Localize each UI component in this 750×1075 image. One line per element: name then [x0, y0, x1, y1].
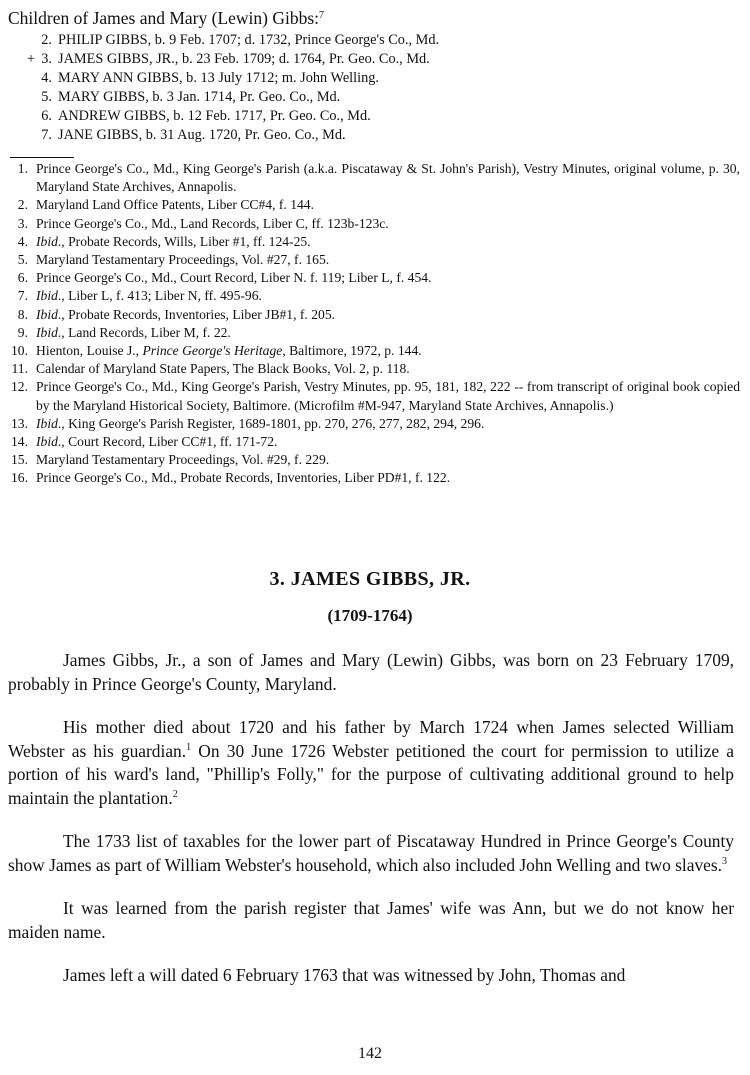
- footnote: [0, 196, 740, 214]
- footnote-number: 2.: [17, 197, 28, 213]
- child-text: JANE GIBBS, b. 31 Aug. 1720, Pr. Geo. Co., Md.: [58, 127, 346, 143]
- children-list: [0, 31, 740, 145]
- child-entry: [0, 69, 740, 88]
- paragraph-text: The 1733 list of taxables for the lower part of Piscataway Hundred in Prince George's County show James as part of William Webster's household, which also included John Welling and two slaves.: [8, 831, 734, 875]
- footnote-text: ., Court Record, Liber CC#1, ff. 171-72.: [57, 434, 278, 450]
- child-entry: [0, 88, 740, 107]
- footnote-rule: [10, 157, 74, 158]
- footnote-text: Prince George's Co., Md., Court Record, Liber N. f. 119; Liber L, f. 454.: [36, 270, 432, 286]
- footnote-text: Prince George's Co., Md., Land Records, Liber C, ff. 123b-123c.: [36, 215, 389, 231]
- child-number: 2.: [41, 32, 52, 48]
- body-paragraph: [8, 964, 734, 988]
- footnote-text: ., Probate Records, Inventories, Liber JB#1, f. 205.: [57, 306, 336, 322]
- footnote-italic: Prince George's Heritage: [142, 343, 283, 359]
- body-paragraph: [8, 897, 734, 944]
- footnote-italic: Ibid: [36, 233, 58, 249]
- child-text: PHILIP GIBBS, b. 9 Feb. 1707; d. 1732, Prince George's Co., Md.: [58, 32, 440, 48]
- footnote-ref: 7: [319, 10, 325, 21]
- footnote-number: 11.: [11, 361, 28, 377]
- child-number: 4.: [41, 70, 52, 86]
- paragraph-text: James Gibbs, Jr., a son of James and Mary (Lewin) Gibbs, was born on 23 February 1709, probably in Prince George's County, Maryland.: [8, 650, 734, 694]
- footnote-text: ., Land Records, Liber M, f. 22.: [57, 324, 231, 340]
- footnote-ref: 2: [172, 788, 178, 800]
- footnote: [0, 215, 740, 233]
- footnote: [0, 415, 740, 433]
- chapter-title: 3. JAMES GIBBS, JR.: [269, 568, 471, 590]
- footnote-number: 12.: [11, 379, 28, 395]
- footnote: [0, 378, 740, 414]
- footnote-text: Maryland Land Office Patents, Liber CC#4, f. 144.: [36, 197, 314, 213]
- footnote-text: ., Liber L, f. 413; Liber N, ff. 495-96.: [57, 288, 262, 304]
- child-text: MARY GIBBS, b. 3 Jan. 1714, Pr. Geo. Co., Md.: [58, 89, 341, 105]
- body-paragraph: [8, 830, 734, 877]
- footnote-number: 9.: [17, 324, 28, 340]
- footnote-number: 4.: [17, 233, 28, 249]
- footnote-text: Prince George's Co., Md., Probate Records, Inventories, Liber PD#1, f. 122.: [36, 470, 451, 486]
- paragraph-text: It was learned from the parish register that James' wife was Ann, but we do not know her maiden name.: [8, 898, 734, 942]
- footnote: [0, 251, 740, 269]
- footnote-italic: Ibid: [36, 288, 58, 304]
- page-number: 142: [358, 1045, 382, 1062]
- footnote-text: Hienton, Louise J.,: [36, 343, 143, 359]
- children-heading-text: Children of James and Mary (Lewin) Gibbs:: [8, 8, 320, 28]
- footnote-italic: Ibid: [36, 434, 58, 450]
- footnote: [0, 160, 740, 196]
- footnote-text: Prince George's Co., Md., King George's Parish (a.k.a. Piscataway & St. John's Parish), Vestry Minutes, original volume, p. 30, Maryland State Archives, Annapolis.: [36, 161, 740, 195]
- children-heading: [8, 6, 324, 28]
- footnote-number: 13.: [11, 415, 28, 431]
- footnote-number: 5.: [17, 252, 28, 268]
- child-entry: [0, 31, 740, 50]
- footnote: [0, 233, 740, 251]
- child-number: 5.: [41, 89, 52, 105]
- footnote-number: 16.: [11, 470, 28, 486]
- paragraph-text: His mother died about 1720 and his father by March 1724 when James selected William Webster as his guardian.: [8, 717, 734, 761]
- child-number: 6.: [41, 108, 52, 124]
- child-text: ANDREW GIBBS, b. 12 Feb. 1717, Pr. Geo. Co., Md.: [58, 108, 371, 124]
- footnote-text: ., King George's Parish Register, 1689-1801, pp. 270, 276, 277, 282, 294, 296.: [57, 415, 485, 431]
- child-entry: [0, 126, 740, 145]
- footnote-number: 3.: [17, 215, 28, 231]
- footnote-number: 15.: [11, 452, 28, 468]
- child-text: JAMES GIBBS, JR., b. 23 Feb. 1709; d. 1764, Pr. Geo. Co., Md.: [58, 51, 430, 67]
- footnote-text: Maryland Testamentary Proceedings, Vol. #27, f. 165.: [36, 252, 330, 268]
- footnote: [0, 269, 740, 287]
- footnote-number: 10.: [11, 343, 28, 359]
- footnote: [0, 342, 740, 360]
- footnote-ref: 3: [722, 855, 727, 867]
- footnotes-list: [0, 160, 740, 488]
- footnote-number: 7.: [17, 288, 28, 304]
- child-number: 3.: [41, 51, 52, 67]
- footnote-ref: 1: [186, 741, 192, 753]
- child-entry: [0, 50, 740, 69]
- footnote: [0, 324, 740, 342]
- child-text: MARY ANN GIBBS, b. 13 July 1712; m. John Welling.: [58, 70, 379, 86]
- footnote-text: Prince George's Co., Md., King George's Parish, Vestry Minutes, pp. 95, 181, 182, 222 -- from transcript of original book copied by the Maryland Historical Society, Baltimore. (Microfilm #M-947, Maryland State Archives, Annapolis.): [36, 379, 740, 413]
- footnote-text: Calendar of Maryland State Papers, The Black Books, Vol. 2, p. 118.: [36, 361, 410, 377]
- footnote-text: ., Probate Records, Wills, Liber #1, ff. 124-25.: [57, 233, 311, 249]
- footnote: [0, 451, 740, 469]
- footnote-text: Maryland Testamentary Proceedings, Vol. #29, f. 229.: [36, 452, 330, 468]
- paragraph-text: James left a will dated 6 February 1763 that was witnessed by John, Thomas and: [63, 965, 626, 985]
- child-entry: [0, 107, 740, 126]
- footnote-text: , Baltimore, 1972, p. 144.: [282, 343, 422, 359]
- footnote-number: 6.: [17, 270, 28, 286]
- body-paragraph: [8, 649, 734, 696]
- footnote: [0, 360, 740, 378]
- footnote-italic: Ibid: [36, 324, 58, 340]
- child-line-mark: +: [26, 51, 36, 67]
- paragraph-text: On 30 June 1726 Webster petitioned the court for permission to utilize a portion of his ward's land, "Phillip's Folly," for the purpose of cultivating additional ground to help maintain the plantation.: [8, 740, 734, 808]
- footnote: [0, 287, 740, 305]
- footnote-number: 1.: [17, 161, 28, 176]
- footnote-number: 8.: [17, 306, 28, 322]
- body-text: [8, 649, 734, 1008]
- child-number: 7.: [41, 127, 52, 143]
- footnote-italic: Ibid: [36, 306, 58, 322]
- footnote: [0, 433, 740, 451]
- footnote: [0, 469, 740, 487]
- footnote: [0, 306, 740, 324]
- footnote-italic: Ibid: [36, 415, 58, 431]
- chapter-dates: (1709-1764): [327, 606, 413, 625]
- footnote-number: 14.: [11, 434, 28, 450]
- body-paragraph: [8, 716, 734, 810]
